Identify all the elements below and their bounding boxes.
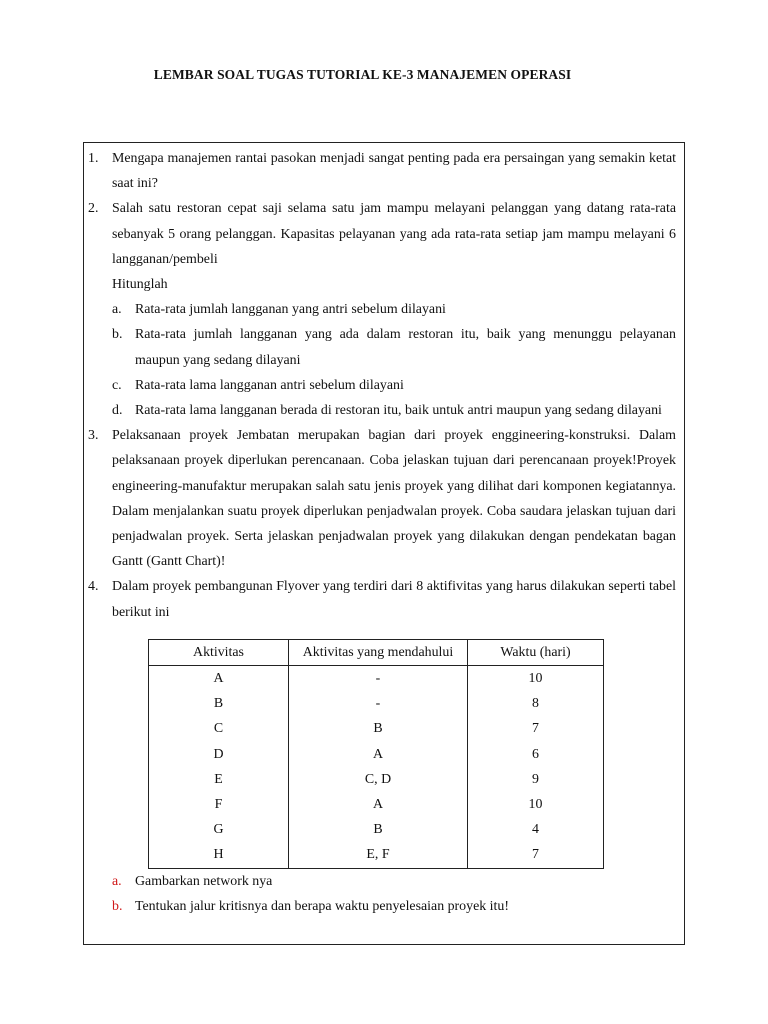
sub-item-text: Rata-rata jumlah langganan yang antri sebelum dilayani: [135, 302, 446, 318]
sub-item-text: Gambarkan network nya: [135, 873, 273, 889]
table-cell: C, D: [289, 767, 468, 792]
question-number: 4.: [88, 579, 99, 595]
table-row: [149, 842, 604, 868]
sub-item: [88, 869, 676, 894]
document-title: LEMBAR SOAL TUGAS TUTORIAL KE-3 MANAJEMEN OPERASI: [153, 67, 572, 82]
question-2: [88, 196, 676, 272]
table-cell: 7: [468, 716, 604, 741]
question-3: [88, 423, 676, 574]
sub-item: [88, 398, 676, 423]
sub-item-letter: c.: [112, 377, 122, 393]
table-row: [149, 691, 604, 716]
question-number: 1.: [88, 151, 99, 166]
question-number: 2.: [88, 201, 99, 217]
table-cell: H: [149, 842, 289, 868]
table-cell: -: [289, 666, 468, 692]
table-cell: E: [149, 767, 289, 792]
table-cell: 4: [468, 817, 604, 842]
question-text: Salah satu restoran cepat saji selama satu jam mampu melayani pelanggan yang datang rata-rata sebanyak 5 orang pelanggan. Kapasitas pelayanan yang ada rata-rata setiap jam mampu melayani 6 langganan/pembeli: [112, 201, 676, 267]
hitunglah-label: Hitunglah: [112, 277, 168, 293]
table-cell: 9: [468, 767, 604, 792]
table-cell: F: [149, 792, 289, 817]
column-header: Aktivitas yang mendahului: [289, 639, 468, 665]
activity-table: [148, 639, 604, 869]
sub-item-text: Rata-rata jumlah langganan yang ada dalam restoran itu, baik yang menunggu pelayanan maupun yang sedang dilayani: [135, 327, 676, 368]
table-row: [149, 767, 604, 792]
question-number: 3.: [88, 428, 99, 444]
table-cell: B: [289, 817, 468, 842]
table-cell: B: [289, 716, 468, 741]
sub-item-text: Rata-rata lama langganan antri sebelum dilayani: [135, 377, 404, 393]
table-cell: D: [149, 742, 289, 767]
question-text: Pelaksanaan proyek Jembatan merupakan bagian dari proyek enggineering-konstruksi. Dalam pelaksanaan proyek diperlukan perencanaan. Coba jelaskan tujuan dari perencanaan proyek!Proyek engineering-manufaktur merupakan salah satu jenis proyek yang dilihat dari komponen kegiatannya. Dalam menjalankan suatu proyek diperlukan penjadwalan proyek. Coba saudara jelaskan tujuan dari penjadwalan proyek. Serta jelaskan penjadwalan proyek yang dilakukan dengan pendekatan bagan Gantt (Gantt Chart)!: [112, 428, 676, 570]
table-cell: A: [289, 792, 468, 817]
sub-item: [88, 894, 676, 919]
table-cell: G: [149, 817, 289, 842]
table-row: [149, 666, 604, 692]
table-row: [149, 742, 604, 767]
table-cell: A: [149, 666, 289, 692]
sub-item: [88, 373, 676, 398]
table-cell: 10: [468, 792, 604, 817]
sub-item-letter: b.: [112, 898, 123, 914]
table-header-row: [149, 639, 604, 665]
column-header: Aktivitas: [149, 639, 289, 665]
table-cell: 8: [468, 691, 604, 716]
table-row: [149, 792, 604, 817]
table-row: [149, 817, 604, 842]
table-cell: A: [289, 742, 468, 767]
table-cell: B: [149, 691, 289, 716]
table-row: [149, 716, 604, 741]
table-cell: 10: [468, 666, 604, 692]
question-list: [84, 143, 684, 919]
question-text: Dalam proyek pembangunan Flyover yang terdiri dari 8 aktifivitas yang harus dilakukan seperti tabel berikut ini: [112, 579, 676, 620]
question-1: [88, 146, 676, 196]
sub-item: [88, 297, 676, 322]
sub-item-text: Rata-rata lama langganan berada di restoran itu, baik untuk antri maupun yang sedang dilayani: [135, 403, 662, 419]
question-text: Mengapa manajemen rantai pasokan menjadi sangat penting pada era persaingan yang semakin ketat saat ini?: [112, 151, 676, 192]
sub-item-letter: d.: [112, 403, 123, 419]
table-cell: -: [289, 691, 468, 716]
column-header: Waktu (hari): [468, 639, 604, 665]
question-box: [83, 142, 685, 945]
sub-item-text: Tentukan jalur kritisnya dan berapa waktu penyelesaian proyek itu!: [135, 898, 509, 914]
sub-item-letter: a.: [112, 873, 122, 889]
table-cell: 7: [468, 842, 604, 868]
sub-item-letter: a.: [112, 302, 122, 318]
table-cell: C: [149, 716, 289, 741]
question-4: [88, 574, 676, 624]
sub-item-letter: b.: [112, 327, 123, 343]
table-cell: 6: [468, 742, 604, 767]
sub-item: [88, 322, 676, 372]
table-cell: E, F: [289, 842, 468, 868]
